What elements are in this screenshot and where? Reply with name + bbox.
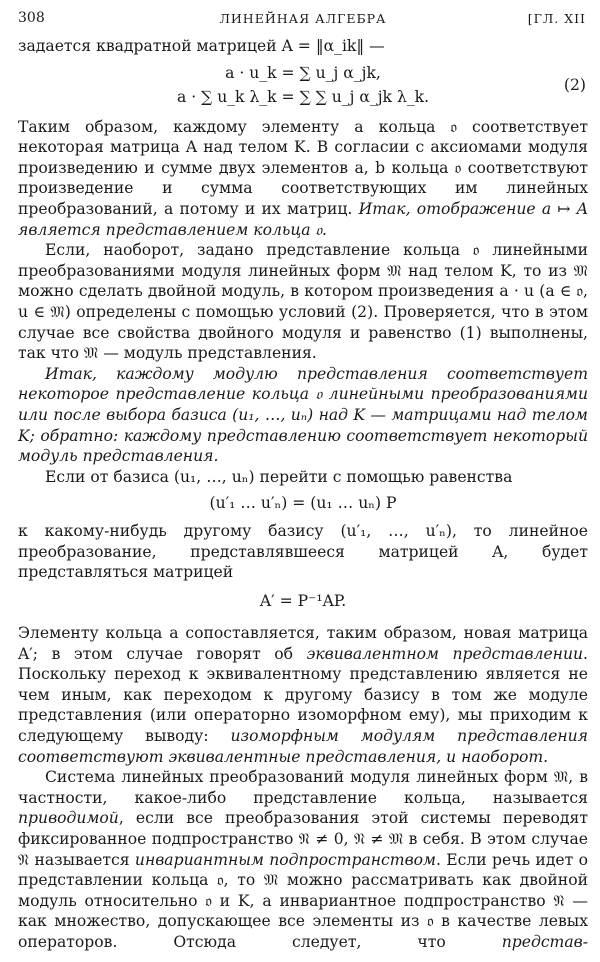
- equation-2-line-1: a · u_k = ∑ u_j α_jk,: [225, 63, 381, 82]
- paragraph-reducible: [18, 767, 588, 952]
- equation-number: (2): [563, 75, 586, 94]
- term-invariant-subspace: инвариантным подпространством: [134, 850, 436, 869]
- term-equivalent-representation: эквивалентном представлении: [306, 644, 584, 663]
- paragraph-transform: к какому-нибудь другому базису (u′₁, …, u′ₙ), то линейное преобразование, представлявшееся матрицей A, будет представляться матрицей: [18, 522, 588, 582]
- paragraph-basis-change: Если от базиса (u₁, …, uₙ) перейти с помощью равенства: [45, 467, 513, 486]
- running-title: ЛИНЕЙНАЯ АЛГЕБРА: [219, 11, 387, 26]
- page-number: 308: [18, 10, 45, 26]
- emphasis-text: Итак, отображение a ↦ A является представлением кольца 𝔬.: [18, 199, 588, 239]
- paragraph-theorem: Итак, каждому модулю представления соответствует некоторое представление кольца 𝔬 линейными преобразованиями или после выбора базиса (u₁, …, uₙ) над K — матрицами над телом K; обратно: каждому представлению соответствует некоторый модуль представления.: [18, 364, 588, 466]
- emphasis-text: представ-: [501, 932, 588, 951]
- page-header: [18, 10, 588, 36]
- equation-2-line-2: a · ∑ u_k λ_k = ∑ ∑ u_j α_jk λ_k.: [176, 87, 430, 106]
- text-run: Система линейных преобразований модуля линейных форм 𝔐, в частности, какое-либо представление кольца, называется: [18, 768, 588, 807]
- equation-2: [18, 61, 588, 109]
- emphasis-text: изоморфным модулям представления соответствуют эквивалентные представления, и наоборот.: [18, 727, 588, 766]
- text-run: Таким образом, каждому элементу a кольца 𝔬 соответствует некоторая матрица A над телом K. В согласии с аксиомами модуля произведению и сумме двух элементов a, b кольца 𝔬 соответствуют произведение и сумма соответствующих им линейных преобразований, а потому и их матриц.: [18, 117, 588, 218]
- text-run: . Поскольку переход к эквивалентному представлению является не чем иным, как переходом к другому базису в том же модуле представления (или операторно изоморфном ему), мы приходим к следующему выводу:: [18, 644, 588, 746]
- chapter-label: [ГЛ. XII: [527, 11, 586, 26]
- equation-basis: (u′₁ … u′ₙ) = (u₁ … uₙ) P: [209, 494, 397, 513]
- paragraph-representation: [18, 117, 588, 241]
- paragraph-converse: Если, наоборот, задано представление кольца 𝔬 линейными преобразованиями модуля линейных форм 𝔐 над телом K, то из 𝔐 можно сделать двойной модуль, в котором произведения a · u (a ∈ 𝔬, u ∈ 𝔐) определены с помощью условий (2). Проверяется, что в этом случае все свойства двойного модуля и равенство (1) выполнены, так что 𝔐 — модуль представления.: [18, 241, 588, 363]
- text-run: . Если речь идет о представлении кольца 𝔬, то 𝔐 можно рассматривать как двойной модуль относительно 𝔬 и K, а инвариантное подпространство 𝔑 — как множество, допускающее все элементы из 𝔬 в качестве левых операторов. Отсюда следует, что: [18, 850, 589, 951]
- text-run: , если все преобразования этой системы переводят фиксированное подпространство 𝔑 ≠ 0, 𝔑 ≠ 𝔐 в себя. В этом случае 𝔑 называется: [18, 809, 588, 869]
- term-reducible: приводимой: [18, 809, 119, 828]
- paragraph-intro: задается квадратной матрицей A = ‖α_ik‖ —: [18, 37, 385, 55]
- paragraph-equivalent: [18, 623, 588, 767]
- equation-similarity: A′ = P⁻¹AP.: [259, 592, 347, 611]
- book-page: [18, 10, 588, 953]
- text-run: Элементу кольца a сопоставляется, таким образом, новая матрица A′; в этом случае говорят об: [18, 624, 588, 663]
